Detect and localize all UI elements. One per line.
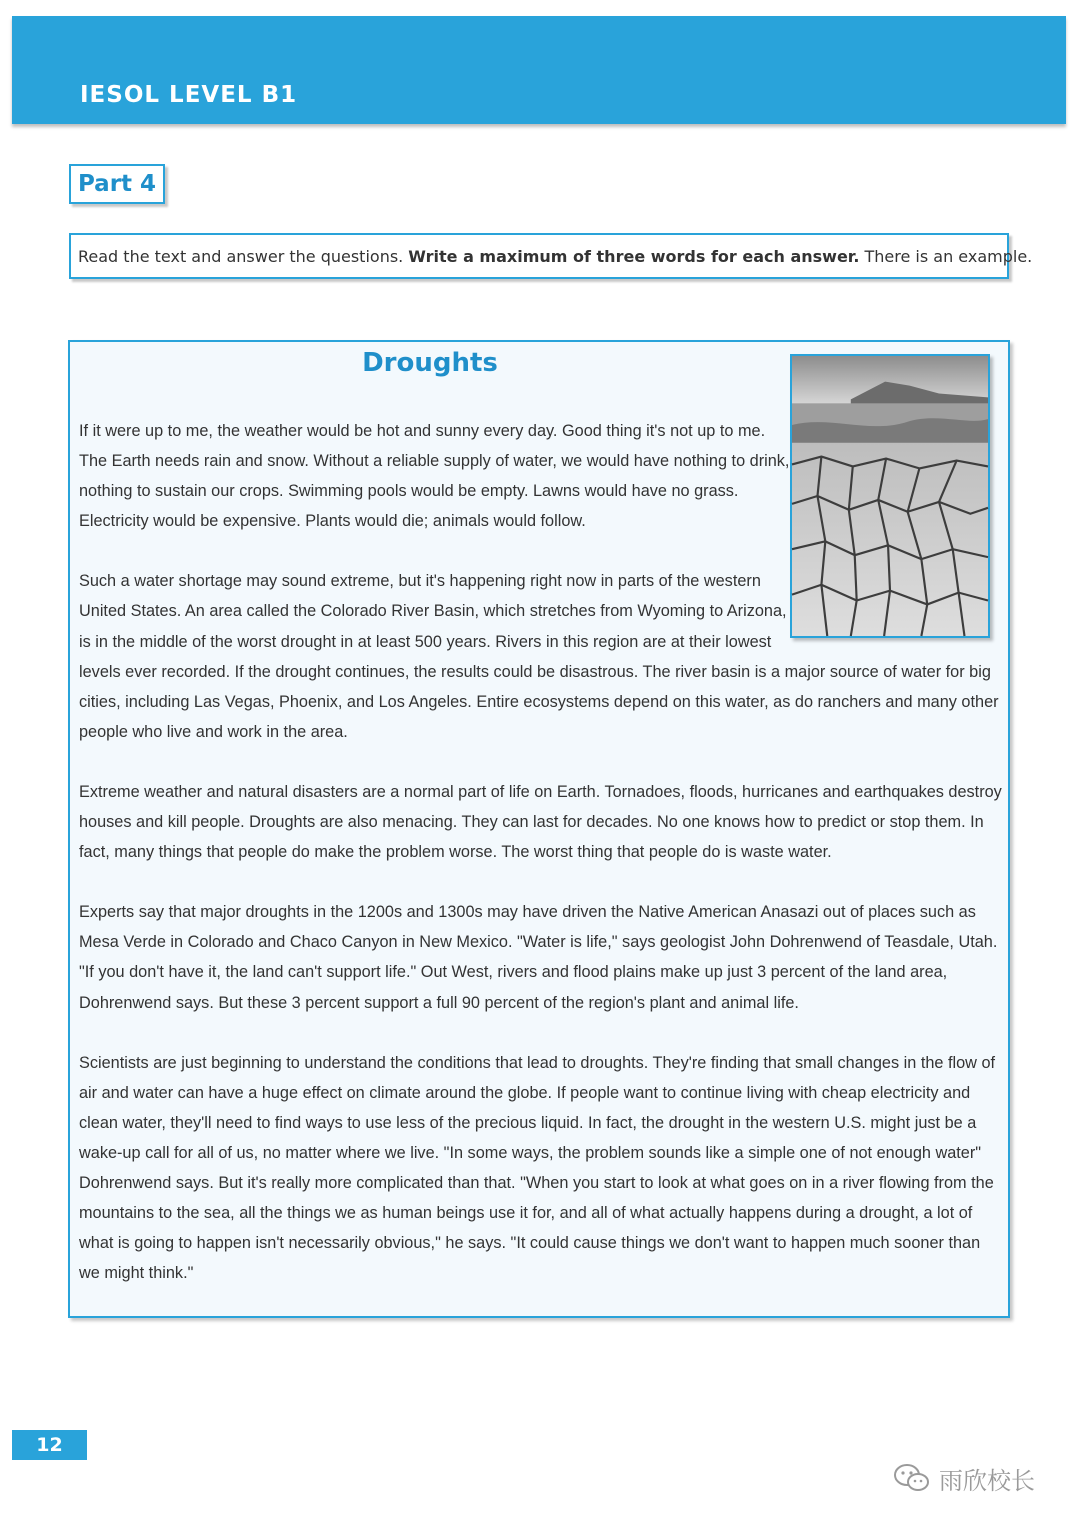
- wechat-icon: [893, 1463, 931, 1493]
- header-title: IESOL LEVEL B1: [80, 82, 298, 108]
- article-title: Droughts: [362, 348, 498, 378]
- part-label: Part 4: [69, 164, 165, 204]
- article-paragraph-4: Experts say that major droughts in the 1200s and 1300s may have driven the Native American Anasazi out of places such as Mesa Verde in Colorado and Chaco Canyon in New Mexico. "Water is life," says geologist John Dohrenwend of Teasdale, Utah. "If you don't have it, the land can't support life." Out West, rivers and flood plains make up just 3 percent of the land area, Dohrenwend says. But these 3 percent support a full 90 percent of the region's plant and animal life.: [79, 903, 998, 1012]
- reading-text-box: [68, 340, 1010, 1318]
- watermark-text: 雨欣校长: [939, 1466, 1035, 1495]
- image-spacer: [790, 416, 1004, 656]
- article-paragraph-2: Such a water shortage may sound extreme, but it's happening right now in parts of the western United States. An area called the Colorado River Basin, which stretches from Wyoming to Arizona, is in the middle of the worst drought in at least 500 years. Rivers in this region are at their lowest levels ever recorded. If the drought continues, the results could be disastrous. The river basin is a major source of water for big cities, including Las Vegas, Phoenix, and Los Angeles. Entire ecosystems depend on this water, as do ranchers and many other people who live and work in the area.: [79, 572, 999, 741]
- article-paragraph-5: Scientists are just beginning to understand the conditions that lead to droughts. They're finding that small changes in the flow of air and water can have a huge effect on climate around the globe. If people want to continue living with cheap electricity and clean water, they'll need to find ways to use less of the precious liquid. In fact, the drought in the western U.S. might just be a wake-up call for all of us, no matter where we live. "In some ways, the problem sounds like a simple one of not enough water" Dohrenwend says. But it's really more complicated than that. "When you start to look at what goes on in a river flowing from the mountains to the sea, all the things we as human beings use it for, and all of what actually happens during a drought, a lot of what is going to happen isn't necessarily obvious," he says. "It could cause things we don't want to happen much sooner than we might think.": [79, 1053, 996, 1283]
- page-header: [12, 16, 1066, 124]
- instructions-emphasis: Write a maximum of three words for each answer.: [408, 246, 860, 266]
- page-number: 12: [12, 1430, 87, 1460]
- article-body: [79, 416, 1004, 1318]
- instructions-text: Read the text and answer the questions.: [78, 246, 404, 266]
- instructions-example-note: There is an example.: [864, 246, 1033, 266]
- watermark: [893, 1460, 1035, 1496]
- instructions-box: [69, 233, 1033, 279]
- article-paragraph-3: Extreme weather and natural disasters are a normal part of life on Earth. Tornadoes, floods, hurricanes and earthquakes destroy houses and kill people. Droughts are also menacing. They can last for decades. No one knows how to predict or stop them. In fact, many things that people do make the problem worse. The worst thing that people do is waste water.: [79, 782, 1002, 862]
- article-paragraph-1: If it were up to me, the weather would be hot and sunny every day. Good thing it's not up to me. The Earth needs rain and snow. Without a reliable supply of water, we would have nothing to drink, nothing to sustain our crops. Swimming pools would be empty. Lawns would have no grass. Electricity would be expensive. Plants would die; animals would follow.: [79, 422, 790, 531]
